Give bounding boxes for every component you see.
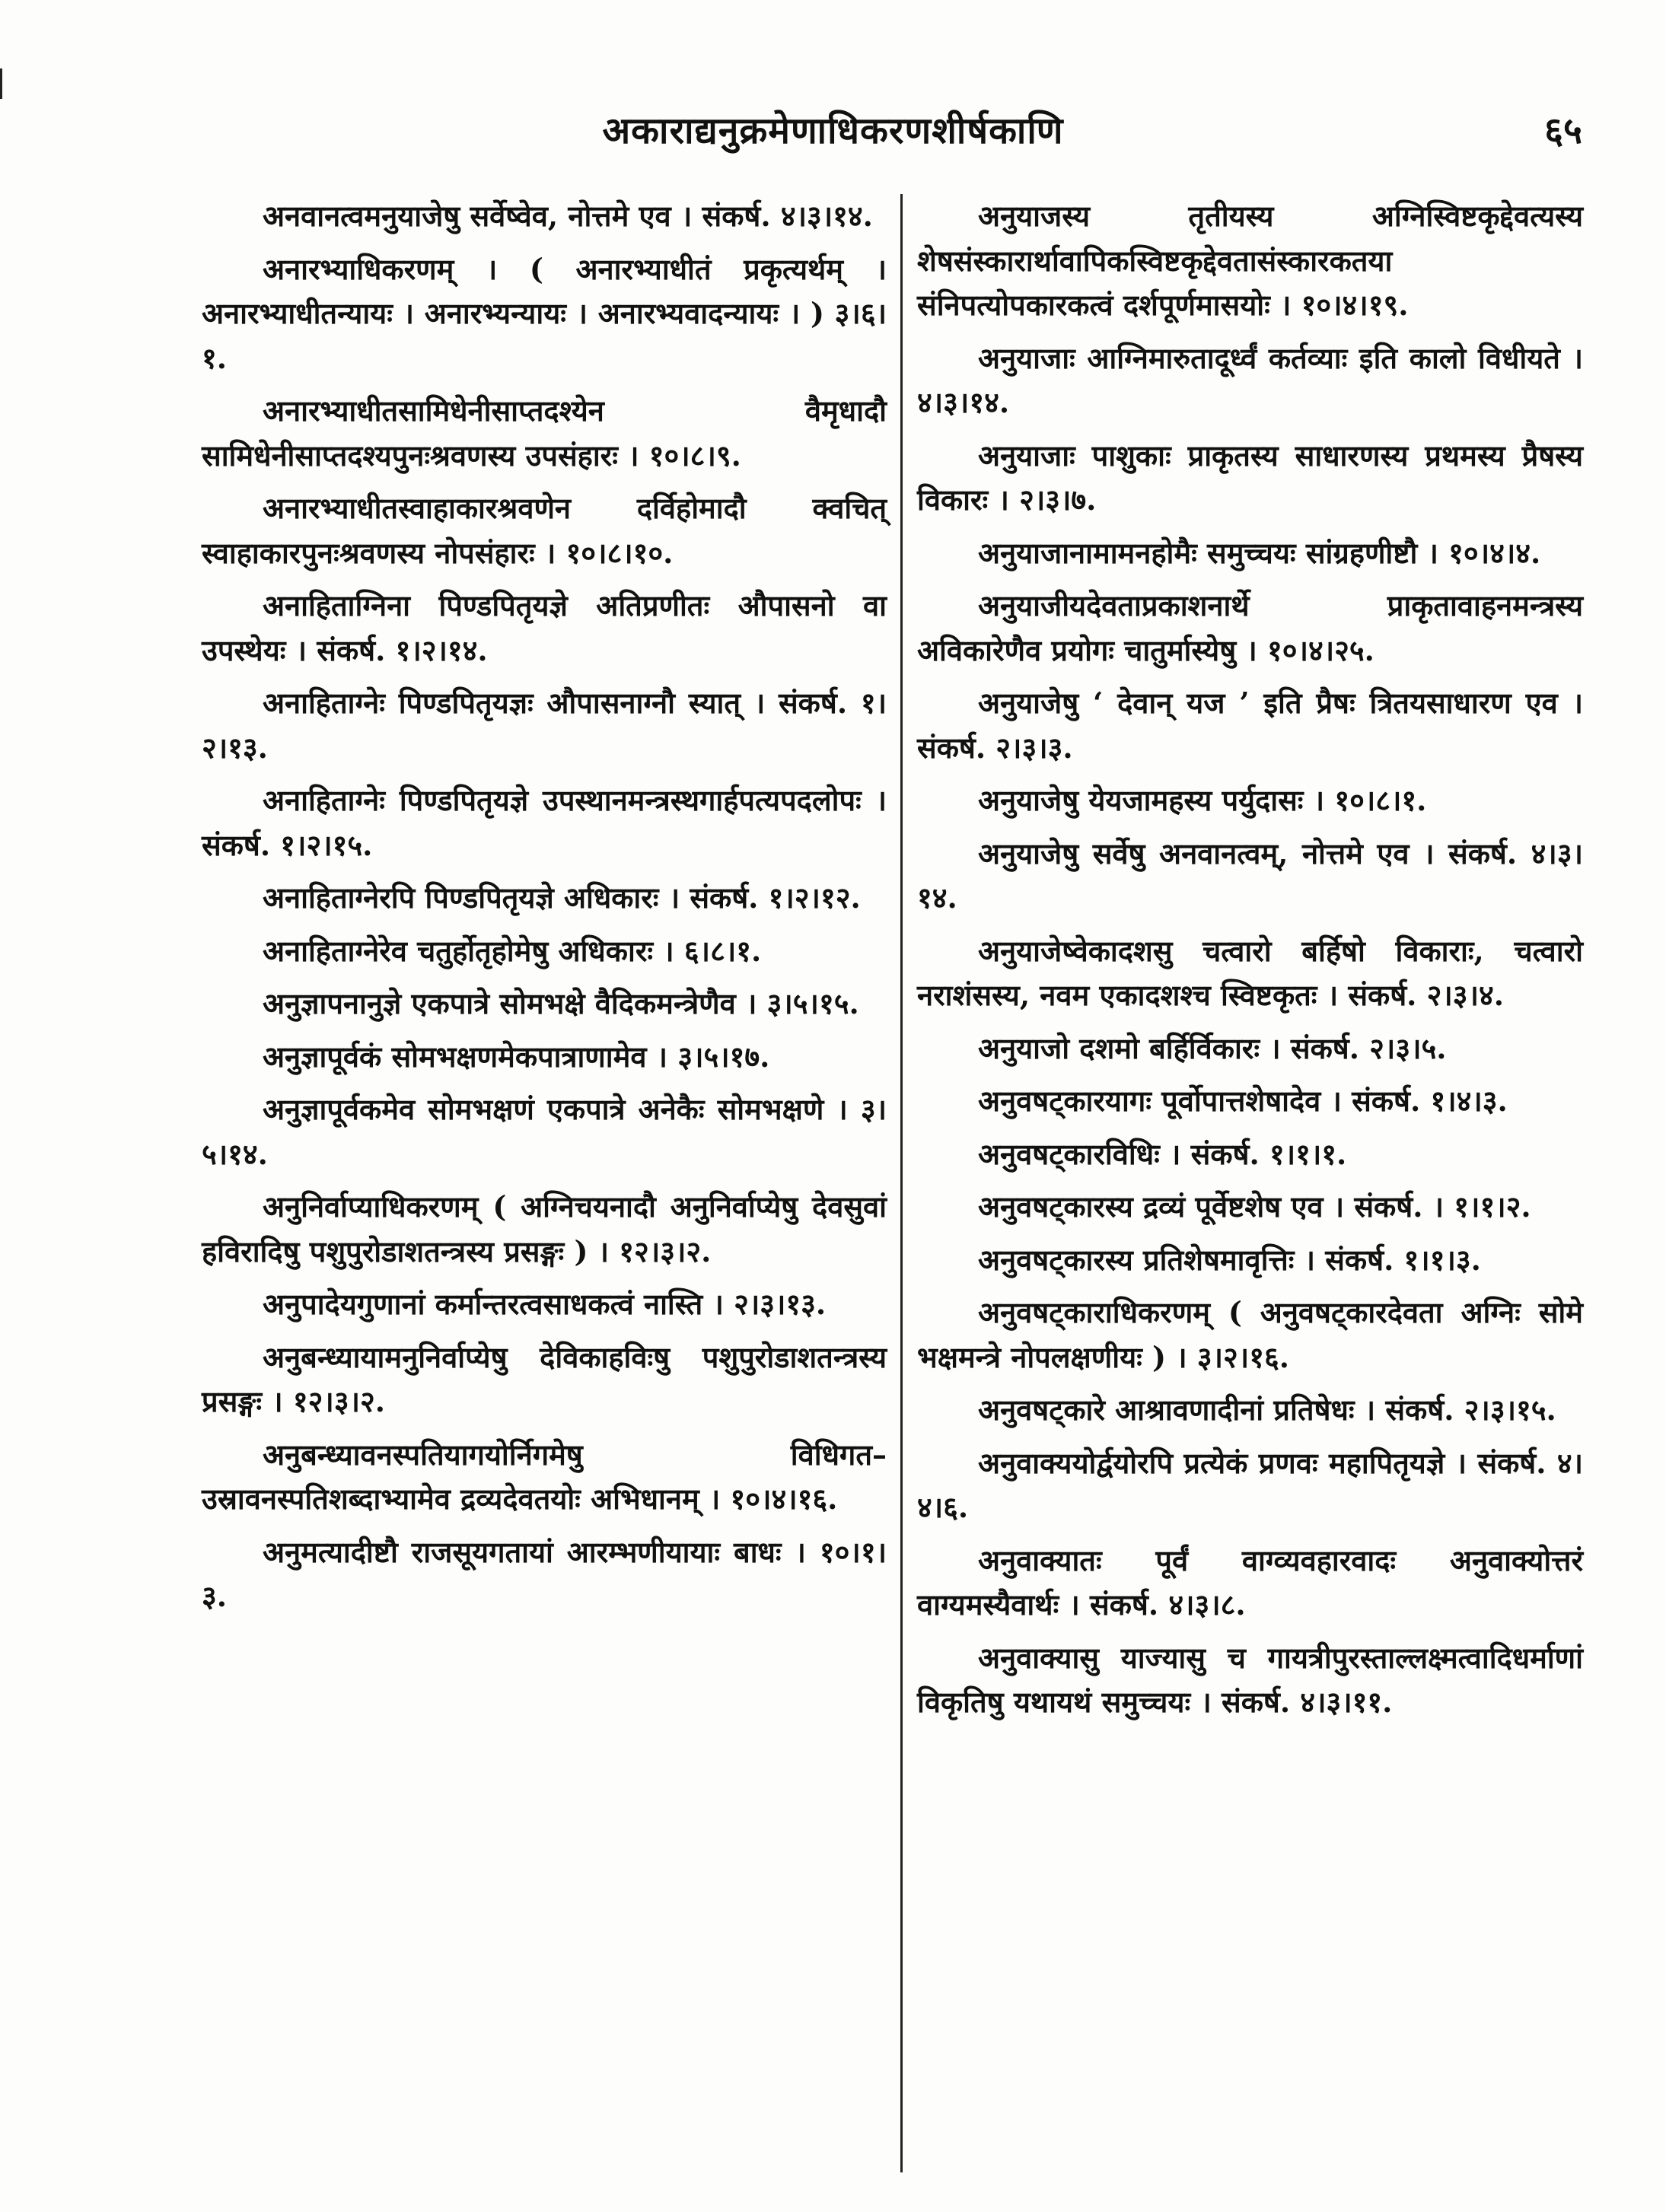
index-entry: अनुयाजेषु सर्वेषु अनवानत्वम्, नोत्तमे एव । संकर्ष. ४।३।१४. <box>917 835 1583 915</box>
index-entry: अनाहिताग्निना पिण्डपितृयज्ञे अतिप्रणीतः औपासनो वा उपस्थेयः । संकर्ष. १।२।१४. <box>202 588 887 667</box>
index-entry: अनुयाजीयदेवताप्रकाशनार्थे प्राकृतावाहनमन्त्रस्य अविकारेणैव प्रयोगः चातुर्मास्येषु । १०।४।२५. <box>917 588 1583 667</box>
index-entry: अनुबन्ध्यावनस्पतियागयोर्निगमेषु विधिगत–उस्रावनस्पतिशब्दाभ्यामेव द्रव्यदेवतयोः अभिधानम् । १०।४।१६. <box>202 1437 887 1516</box>
index-entry: अनाहिताग्नेरेव चतुर्होतृहोमेषु अधिकारः । ६।८।१. <box>263 933 762 968</box>
index-entry: अनुवषट्कारविधिः । संकर्ष. १।१।१. <box>978 1136 1347 1171</box>
running-title: अकाराद्यनुक्रमेणाधिकरणशीर्षकाणि <box>602 110 1064 152</box>
page-number: ६५ <box>1544 110 1582 152</box>
index-entry: अनुज्ञापूर्वकं सोमभक्षणमेकपात्राणामेव । ३।५।१७. <box>263 1039 770 1074</box>
index-entry: अनाहिताग्नेः पिण्डपितृयज्ञे उपस्थानमन्त्रस्थगार्हपत्यपदलोपः । संकर्ष. १।२।१५. <box>202 783 887 862</box>
index-entry: अनारभ्याधीतसामिधेनीसाप्तदश्येन वैमृधादौ सामिधेनीसाप्तदश्यपुनःश्रवणस्य उपसंहारः । १०।८।९. <box>202 393 887 473</box>
index-entry: अनुवषट्काराधिकरणम् ( अनुवषट्कारदेवता अग्निः सोमे भक्षमन्त्रे नोपलक्षणीयः ) । ३।२।१६. <box>917 1295 1583 1374</box>
index-entry: अनारभ्याधीतस्वाहाकारश्रवणेन दर्विहोमादौ क्वचित् स्वाहाकारपुनःश्रवणस्य नोपसंहारः । १०।८।१०. <box>202 491 887 570</box>
index-entry: अनुयाजाः पाशुकाः प्राकृतस्य साधारणस्य प्रथमस्य प्रैषस्य विकारः । २।३।७. <box>917 438 1583 517</box>
index-entry: अनुवषट्कारयागः पूर्वोपात्तशेषादेव । संकर्ष. १।४।३. <box>978 1084 1508 1118</box>
index-entry: अनुयाजस्य तृतीयस्य अग्निस्विष्टकृद्देवत्यस्य शेषसंस्कारार्थावापिकस्विष्टकृद्देवतासंस्कारकतया संनिपत्योपकारकत्वं दर्शपूर्णमासयोः । १०।४।१९. <box>917 199 1583 322</box>
index-entry: अनुपादेयगुणानां कर्मान्तरत्वसाधकत्वं नास्ति । २।३।१३. <box>263 1287 827 1321</box>
index-entry: अनुयाजानामामनहोमैः समुच्चयः सांग्रहणीष्टौ । १०।४।४. <box>978 535 1541 570</box>
index-entry: अनवानत्वमनुयाजेषु सर्वेष्वेव, नोत्तमे एव । संकर्ष. ४।३।१४. <box>263 199 873 233</box>
index-entry: अनुनिर्वाप्याधिकरणम् ( अग्निचयनादौ अनुनिर्वाप्येषु देवसुवां हविरादिषु पशुपुरोडाशतन्त्रस्य प्रसङ्गः ) । १२।३।२. <box>202 1189 887 1268</box>
index-entry: अनुवषट्कारे आश्रावणादीनां प्रतिषेधः । संकर्ष. २।३।१५. <box>978 1392 1556 1427</box>
index-entry: अनुयाजेषु येयजामहस्य पर्युदासः । १०।८।१. <box>978 783 1427 817</box>
index-entry: अनुयाजेषु ‘ देवान् यज ’ इति प्रैषः त्रितयसाधारण एव । संकर्ष. २।३।३. <box>917 686 1583 765</box>
index-entry: अनुयाजेष्वेकादशसु चत्वारो बर्हिषो विकाराः, चत्वारो नराशंसस्य, नवम एकादशश्च स्विष्टकृतः । संकर्ष. २।३।४. <box>917 933 1583 1012</box>
index-entry: अनुबन्ध्यायामनुनिर्वाप्येषु देविकाहविःषु पशुपुरोडाशतन्त्रस्य प्रसङ्गः । १२।३।२. <box>202 1339 887 1418</box>
index-entry: अनुवाक्ययोर्द्वयोरपि प्रत्येकं प्रणवः महापितृयज्ञे । संकर्ष. ४।४।६. <box>917 1445 1583 1524</box>
index-entry: अनुज्ञापनानुज्ञे एकपात्रे सोमभक्षे वैदिकमन्त्रेणैव । ३।५।१५. <box>263 986 859 1020</box>
index-entry: अनाहिताग्नेरपि पिण्डपितृयज्ञे अधिकारः । संकर्ष. १।२।१२. <box>263 880 861 915</box>
index-entry: अनुज्ञापूर्वकमेव सोमभक्षणं एकपात्रे अनेकैः सोमभक्षणे । ३।५।१४. <box>202 1092 887 1171</box>
index-entry: अनुवाक्यासु याज्यासु च गायत्रीपुरस्ताल्लक्ष्मत्वादिधर्माणां विकृतिषु यथायथं समुच्चयः । संकर्ष. ४।३।११. <box>917 1640 1583 1719</box>
index-entry: अनाहिताग्नेः पिण्डपितृयज्ञः औपासनाग्नौ स्यात् । संकर्ष. १।२।१३. <box>202 686 887 765</box>
index-entry: अनुवाक्यातः पूर्वं वाग्व्यवहारवादः अनुवाक्योत्तरं वाग्यमस्यैवार्थः । संकर्ष. ४।३।८. <box>917 1542 1583 1622</box>
index-entry: अनुयाजाः आग्निमारुतादूर्ध्वं कर्तव्याः इति कालो विधीयते । ४।३।१४. <box>917 340 1583 419</box>
index-entry: अनुवषट्कारस्य द्रव्यं पूर्वेष्टशेष एव । संकर्ष. । १।१।२. <box>978 1189 1531 1224</box>
right-column <box>917 194 1583 1733</box>
scan-edge-mark <box>0 68 2 99</box>
page-header <box>0 105 1666 158</box>
index-entry: अनुयाजो दशमो बर्हिर्विकारः । संकर्ष. २।३।५. <box>978 1030 1447 1065</box>
index-entry: अनारभ्याधिकरणम् । ( अनारभ्याधीतं प्रकृत्यर्थम् । अनारभ्याधीतन्यायः । अनारभ्यन्यायः । अनारभ्यवादन्यायः । ) ३।६।१. <box>202 251 887 375</box>
index-entry: अनुवषट्कारस्य प्रतिशेषमावृत्तिः । संकर्ष. १।१।३. <box>978 1242 1481 1277</box>
column-divider <box>900 194 903 2172</box>
index-entry: अनुमत्यादीष्टौ राजसूयगतायां आरम्भणीयायाः बाधः । १०।१।३. <box>202 1534 887 1613</box>
left-column <box>202 194 887 1628</box>
